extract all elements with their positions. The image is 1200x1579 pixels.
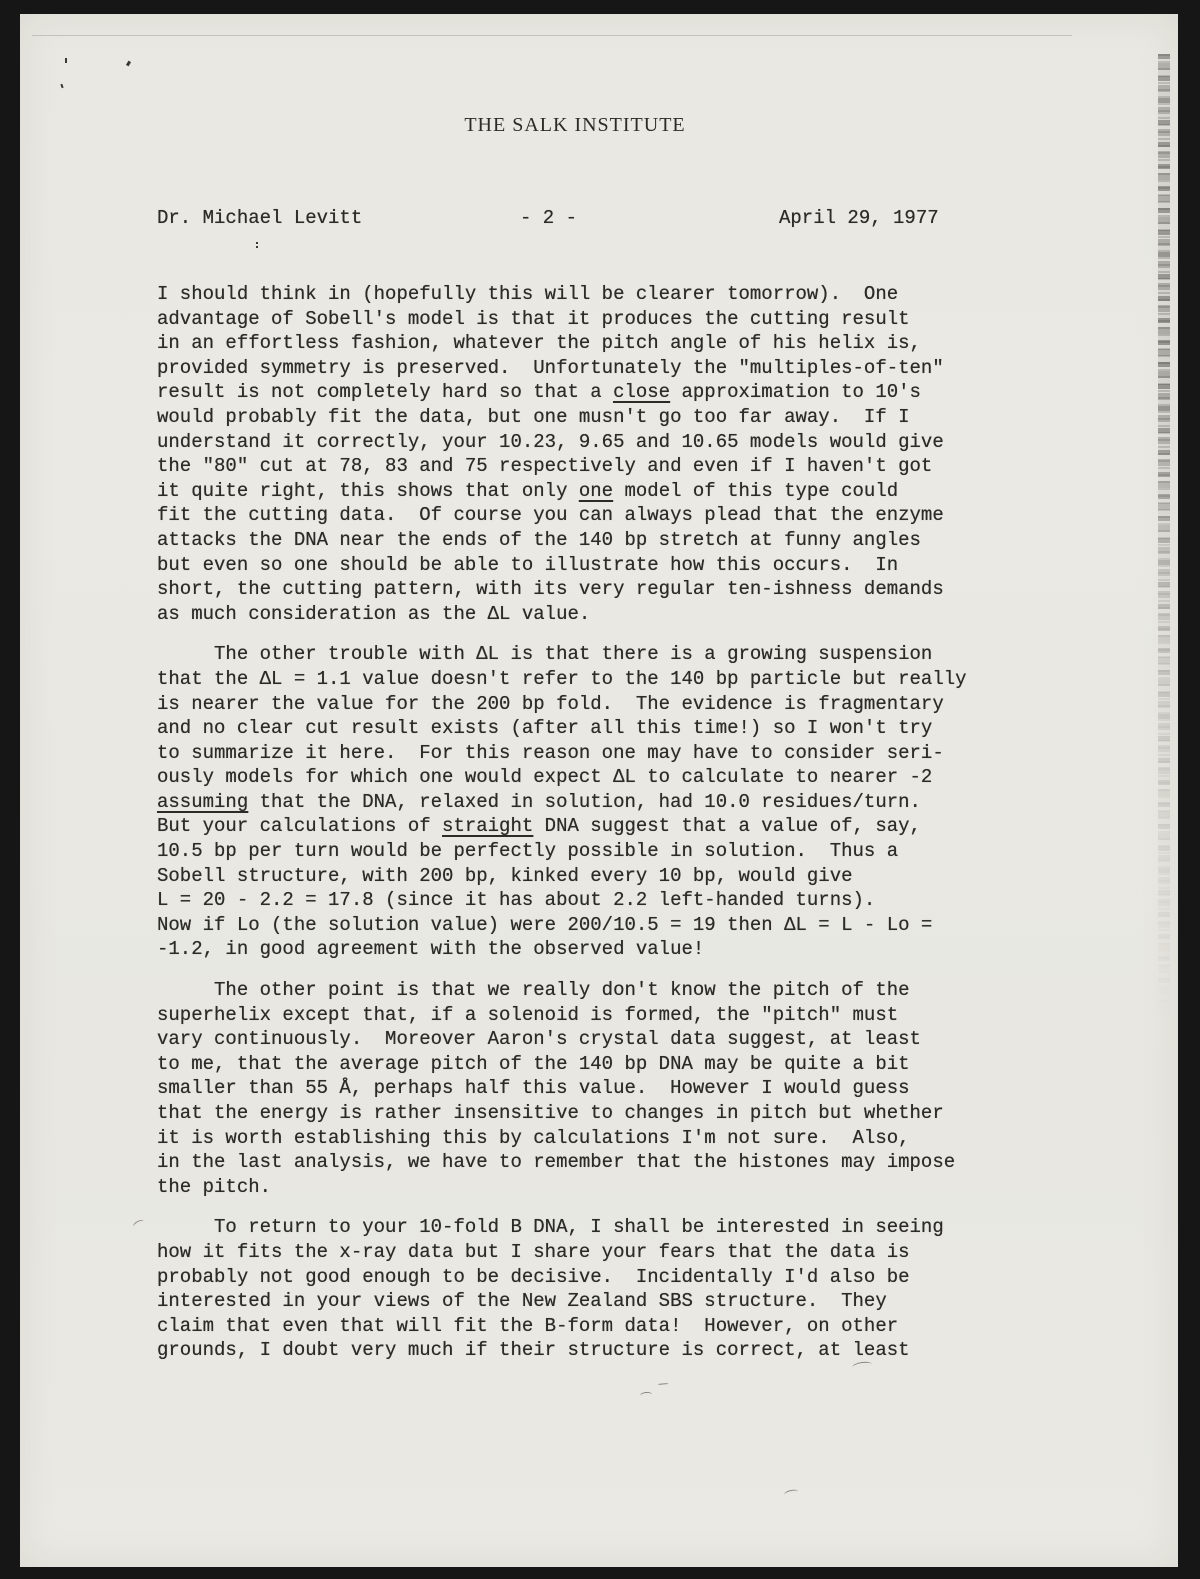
text-line: to me, that the average pitch of the 140 bp DNA may be quite a bit bbox=[157, 1052, 910, 1075]
text-line: vary continuously. Moreover Aaron's crystal data suggest, at least bbox=[157, 1028, 921, 1051]
pencil-mark bbox=[640, 1391, 652, 1395]
text-line: attacks the DNA near the ends of the 140 bp stretch at funny angles bbox=[157, 528, 921, 551]
text-line: it quite right, this shows that only one model of this type could bbox=[157, 479, 899, 502]
pencil-mark bbox=[784, 1489, 798, 1495]
text-line: and no clear cut result exists (after all this time!) so I won't try bbox=[157, 717, 933, 740]
text-line: To return to your 10-fold B DNA, I shall be interested in seeing bbox=[157, 1216, 944, 1239]
text-line: that the ΔL = 1.1 value doesn't refer to the 140 bp particle but really bbox=[157, 667, 967, 690]
text-line: claim that even that will fit the B-form data! However, on other bbox=[157, 1314, 899, 1337]
page-header-row bbox=[157, 207, 1007, 233]
text-line: short, the cutting pattern, with its very regular ten-ishness demands bbox=[157, 578, 944, 601]
scan-speck bbox=[256, 242, 258, 244]
paragraph bbox=[157, 978, 1027, 1199]
text-line: to summarize it here. For this reason one may have to consider seri- bbox=[157, 741, 944, 764]
recipient-name: Dr. Michael Levitt bbox=[157, 207, 363, 229]
text-line: interested in your views of the New Zealand SBS structure. They bbox=[157, 1290, 887, 1313]
text-line: result is not completely hard so that a close approximation to 10's bbox=[157, 381, 921, 404]
text-line: fit the cutting data. Of course you can always plead that the enzyme bbox=[157, 504, 944, 527]
text-line: provided symmetry is preserved. Unfortunately the "multiples-of-ten" bbox=[157, 356, 944, 379]
text-line: L = 20 - 2.2 = 17.8 (since it has about 2.2 left-handed turns). bbox=[157, 889, 876, 912]
scan-speck bbox=[65, 58, 67, 63]
text-line: grounds, I doubt very much if their structure is correct, at least bbox=[157, 1339, 910, 1362]
text-line: Now if Lo (the solution value) were 200/10.5 = 19 then ΔL = L - Lo = bbox=[157, 913, 933, 936]
text-line: smaller than 55 Å, perhaps half this value. However I would guess bbox=[157, 1077, 910, 1100]
pencil-mark bbox=[132, 1218, 144, 1226]
scan-line-artifact bbox=[32, 35, 1072, 36]
text-line: superhelix except that, if a solenoid is formed, the "pitch" must bbox=[157, 1003, 899, 1026]
paragraph bbox=[157, 282, 1027, 626]
scan-speck bbox=[126, 61, 131, 67]
text-line: the "80" cut at 78, 83 and 75 respectively and even if I haven't got bbox=[157, 455, 933, 478]
paragraph bbox=[157, 1215, 1027, 1363]
text-line: that the energy is rather insensitive to changes in pitch but whether bbox=[157, 1102, 944, 1124]
text-line: -1.2, in good agreement with the observed value! bbox=[157, 938, 705, 961]
scan-edge-smudge bbox=[1158, 54, 1170, 1024]
text-line: probably not good enough to be decisive. Incidentally I'd also be bbox=[157, 1265, 910, 1288]
text-line: it is worth establishing this by calculations I'm not sure. Also, bbox=[157, 1126, 910, 1149]
page-number: - 2 - bbox=[520, 207, 578, 229]
text-line: 10.5 bp per turn would be perfectly possible in solution. Thus a bbox=[157, 840, 899, 863]
text-line: understand it correctly, your 10.23, 9.65 and 10.65 models would give bbox=[157, 430, 944, 453]
paragraph bbox=[157, 642, 1027, 962]
text-line: how it fits the x-ray data but I share your fears that the data is bbox=[157, 1240, 910, 1263]
text-line: in the last analysis, we have to remember that the histones may impose bbox=[157, 1151, 956, 1174]
letter-date: April 29, 1977 bbox=[779, 207, 939, 229]
letter-body bbox=[157, 282, 1027, 1379]
text-line: But your calculations of straight DNA suggest that a value of, say, bbox=[157, 815, 921, 838]
letterhead-title: THE SALK INSTITUTE bbox=[464, 114, 686, 136]
text-line: The other trouble with ΔL is that there is a growing suspension bbox=[157, 643, 933, 666]
text-line: in an effortless fashion, whatever the pitch angle of his helix is, bbox=[157, 332, 921, 355]
text-line: but even so one should be able to illustrate how this occurs. In bbox=[157, 553, 899, 576]
text-line: The other point is that we really don't know the pitch of the bbox=[157, 979, 910, 1002]
scan-speck bbox=[60, 84, 63, 88]
text-line: advantage of Sobell's model is that it produces the cutting result bbox=[157, 307, 910, 330]
text-line: ously models for which one would expect ΔL to calculate to nearer -2 bbox=[157, 766, 933, 789]
text-line: Sobell structure, with 200 bp, kinked every 10 bp, would give bbox=[157, 864, 853, 887]
text-line: the pitch. bbox=[157, 1175, 272, 1198]
text-line: assuming that the DNA, relaxed in solution, had 10.0 residues/turn. bbox=[157, 790, 921, 813]
letter-paper bbox=[20, 14, 1178, 1567]
text-line: is nearer the value for the 200 bp fold. The evidence is fragmentary bbox=[157, 692, 944, 715]
text-line: I should think in (hopefully this will be clearer tomorrow). One bbox=[157, 283, 899, 305]
text-line: would probably fit the data, but one musn't go too far away. If I bbox=[157, 405, 910, 428]
text-line: as much consideration as the ΔL value. bbox=[157, 602, 591, 625]
